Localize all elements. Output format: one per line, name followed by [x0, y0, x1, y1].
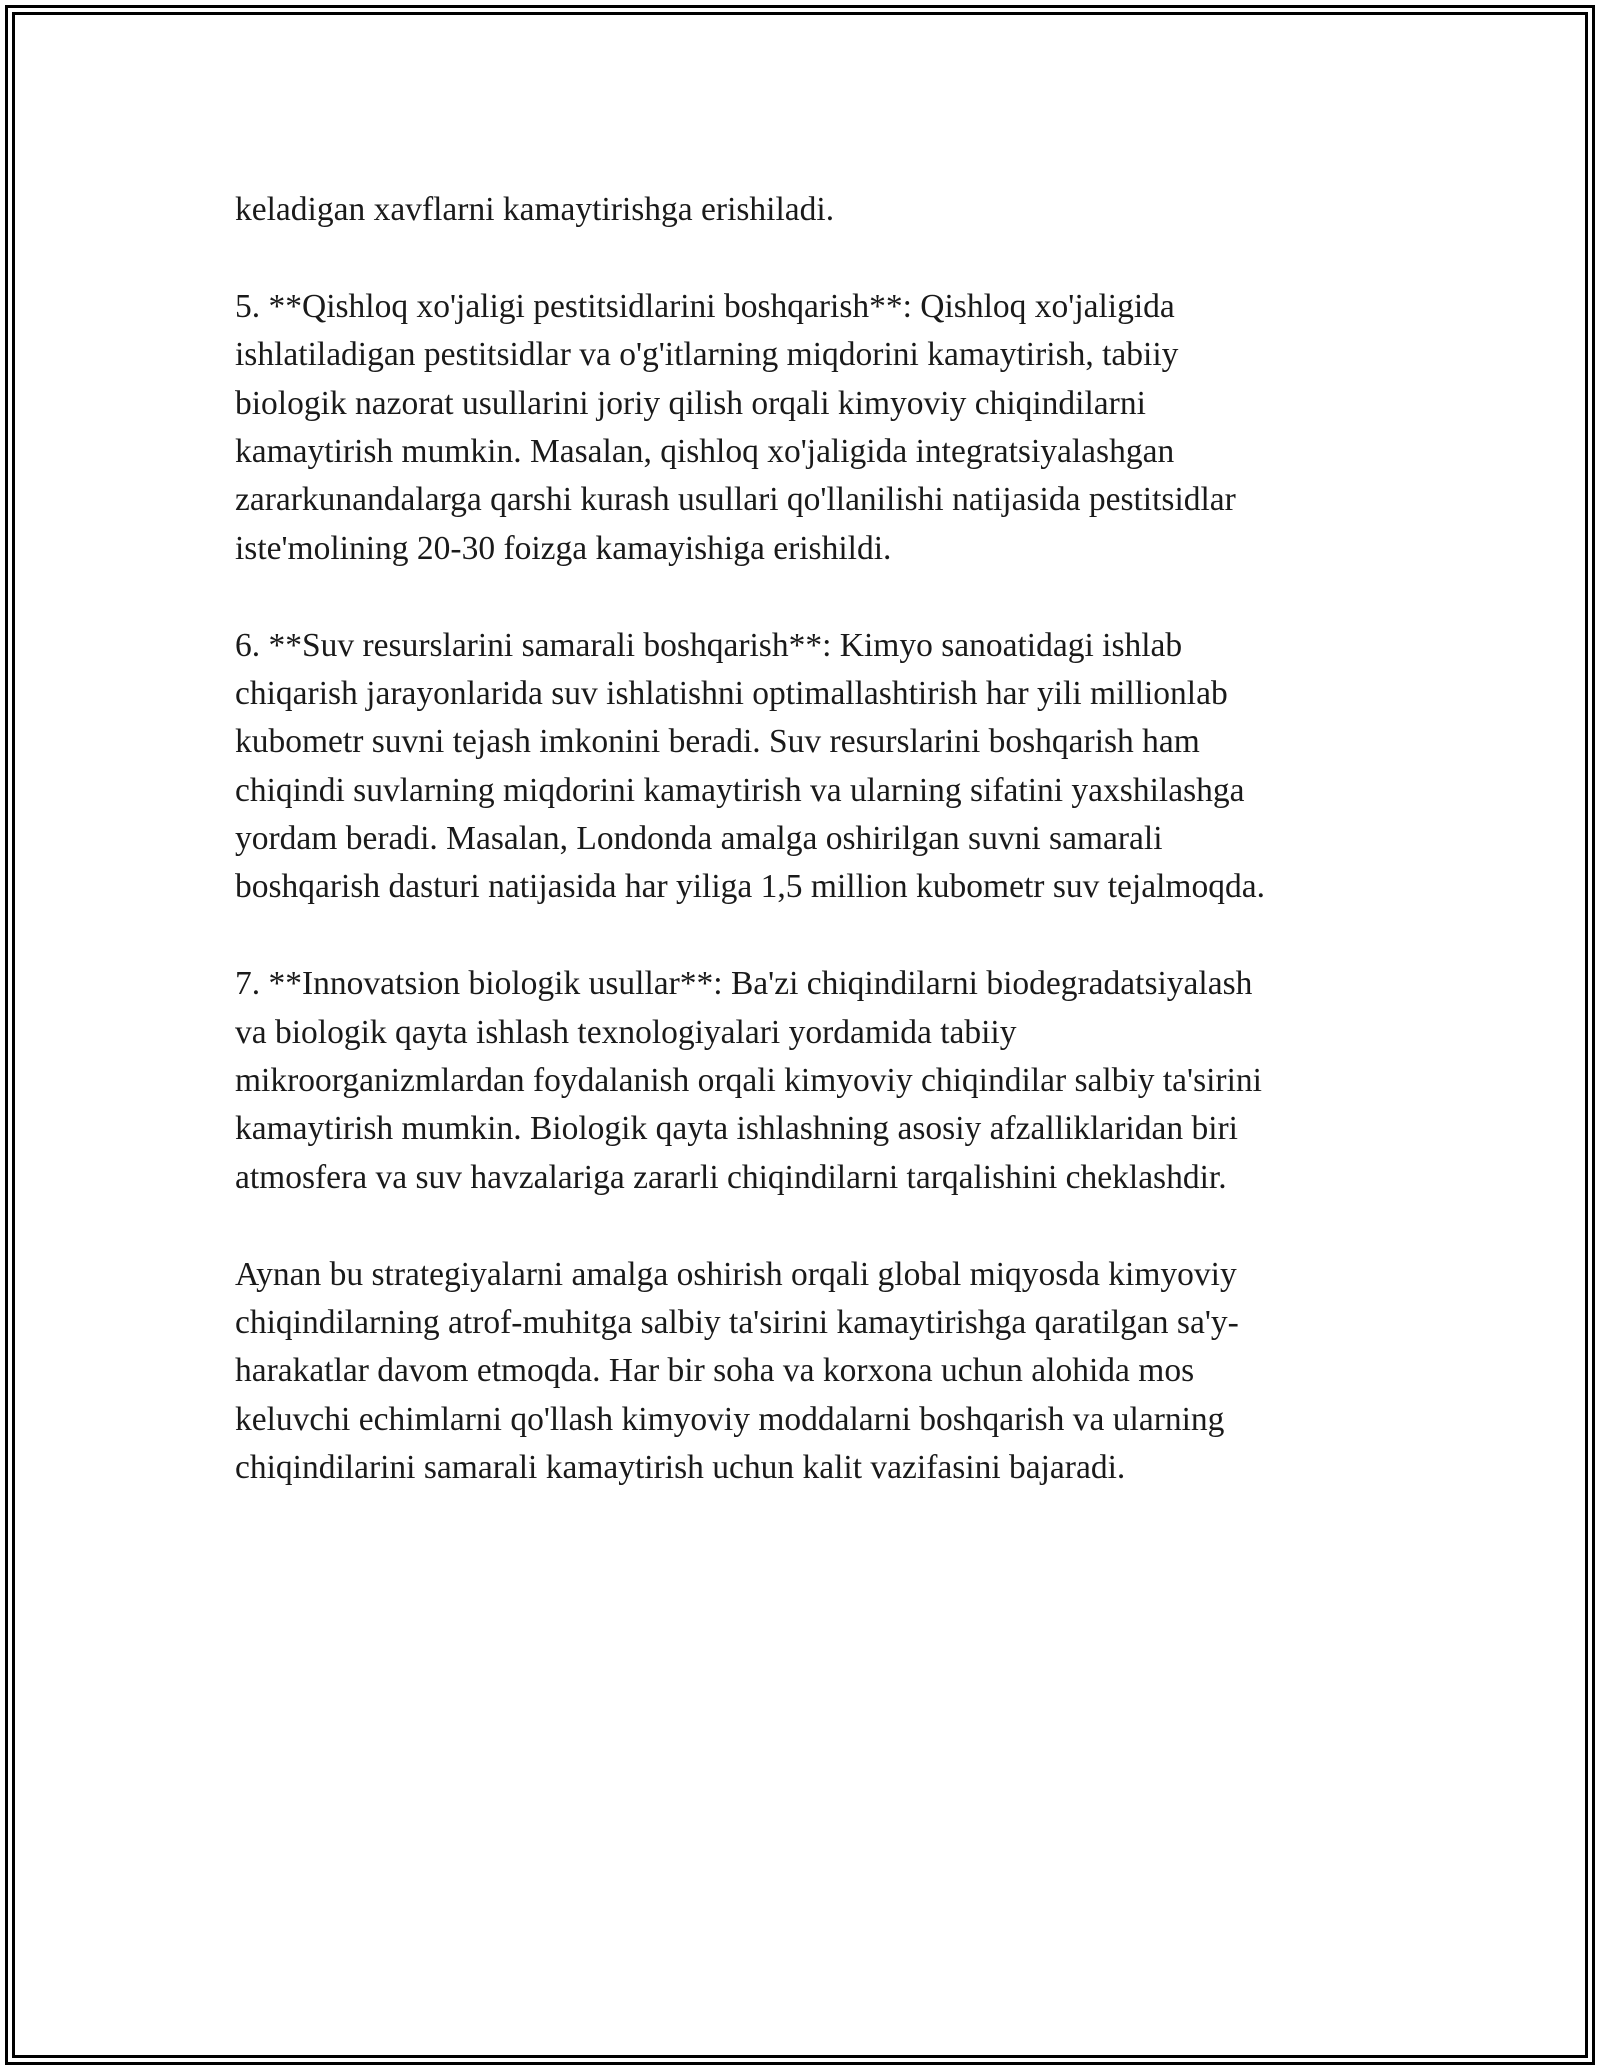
paragraph-gap — [235, 234, 1385, 282]
text-line: 7. **Innovatsion biologik usullar**: Ba'zi chiqindilarni biodegradatsiyalash — [235, 965, 1253, 1003]
text-line: va biologik qayta ishlash texnologiyalari yordamida tabiiy — [235, 1013, 1017, 1051]
text-line: 6. **Suv resurslarini samarali boshqarish**: Kimyo sanoatidagi ishlab — [235, 626, 1183, 664]
text-line: mikroorganizmlardan foydalanish orqali kimyoviy chiqindilar salbiy ta'sirini — [235, 1062, 1262, 1100]
text-line: kubometr suvni tejash imkonini beradi. Suv resurslarini boshqarish ham — [235, 723, 1200, 761]
text-line: iste'molining 20-30 foizga kamayishiga erishildi. — [235, 529, 892, 567]
text-line: chiqindilarini samarali kamaytirish uchun kalit vazifasini bajaradi. — [235, 1449, 1126, 1487]
text-line: Aynan bu strategiyalarni amalga oshirish orqali global miqyosda kimyoviy — [235, 1255, 1237, 1293]
text-line: keluvchi echimlarni qo'llash kimyoviy moddalarni boshqarish va ularning — [235, 1400, 1225, 1438]
text-line: boshqarish dasturi natijasida har yiliga 1,5 million kubometr suv tejalmoqda. — [235, 868, 1265, 906]
document-body — [235, 186, 1385, 1493]
text-line: harakatlar davom etmoqda. Har bir soha va korxona uchun alohida mos — [235, 1352, 1195, 1390]
text-line: ishlatiladigan pestitsidlar va o'g'itlarning miqdorini kamaytirish, tabiiy — [235, 336, 1179, 374]
paragraph-item-6-water — [235, 622, 1385, 912]
text-line: kamaytirish mumkin. Biologik qayta ishlashning asosiy afzalliklaridan biri — [235, 1110, 1238, 1148]
text-line: zararkunandalarga qarshi kurash usullari qo'llanilishi natijasida pestitsidlar — [235, 481, 1236, 519]
text-line: kamaytirish mumkin. Masalan, qishloq xo'jaligida integratsiyalashgan — [235, 432, 1175, 470]
text-line: yordam beradi. Masalan, Londonda amalga oshirilgan suvni samarali — [235, 820, 1163, 858]
paragraph-conclusion — [235, 1251, 1385, 1493]
paragraph-item-7-biological — [235, 960, 1385, 1202]
paragraph-gap — [235, 573, 1385, 621]
paragraph-gap — [235, 1202, 1385, 1250]
text-line: chiqindi suvlarning miqdorini kamaytirish va ularning sifatini yaxshilashga — [235, 771, 1245, 809]
text-line: biologik nazorat usullarini joriy qilish orqali kimyoviy chiqindilarni — [235, 384, 1146, 422]
paragraph-intro-continuation — [235, 186, 1385, 234]
text-line: chiqarish jarayonlarida suv ishlatishni optimallashtirish har yili millionlab — [235, 674, 1228, 712]
text-line: keladigan xavflarni kamaytirishga erishiladi. — [235, 191, 835, 228]
text-line: 5. **Qishloq xo'jaligi pestitsidlarini boshqarish**: Qishloq xo'jaligida — [235, 287, 1175, 325]
paragraph-gap — [235, 912, 1385, 960]
text-line: atmosfera va suv havzalariga zararli chiqindilarni tarqalishini cheklashdir. — [235, 1158, 1227, 1196]
text-line: chiqindilarning atrof-muhitga salbiy ta'sirini kamaytirishga qaratilgan sa'y- — [235, 1303, 1239, 1341]
paragraph-item-5-pesticides — [235, 283, 1385, 573]
